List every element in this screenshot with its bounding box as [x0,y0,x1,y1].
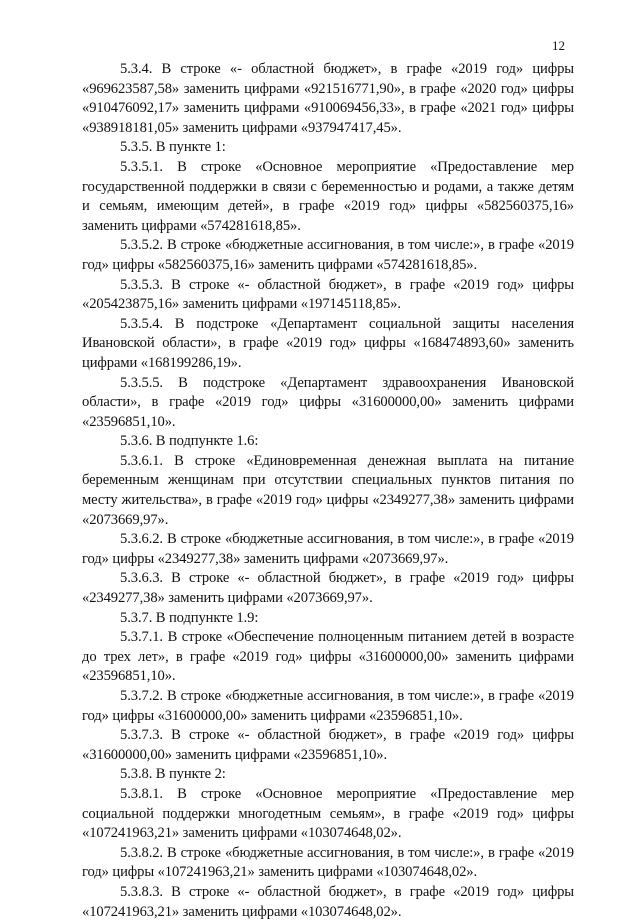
paragraph-5-3-8-2: 5.3.8.2. В строке «бюджетные ассигнования, в том числе:», в графе «2019 год» цифры «107241963,21» заменить цифрами «103074648,02». [82,844,574,881]
paragraph-5-3-7-1: 5.3.7.1. В строке «Обеспечение полноценным питанием детей в возрасте до трех лет», в графе «2019 год» цифры «31600000,00» заменить цифрами «23596851,10». [82,629,574,685]
paragraph-5-3-6-1: 5.3.6.1. В строке «Единовременная денежная выплата на питание беременным женщинам при отсутствии специальных пунктов питания по месту жительства», в графе «2019 год» цифры «2349277,38» заменить цифрами «2073669,97». [82,452,574,528]
paragraph-5-3-6-2: 5.3.6.2. В строке «бюджетные ассигнования, в том числе:», в графе «2019 год» цифры «2349277,38» заменить цифрами «2073669,97». [82,531,574,567]
paragraph-5-3-5-2: 5.3.5.2. В строке «бюджетные ассигнования, в том числе:», в графе «2019 год» цифры «582560375,16» заменить цифрами «574281618,85». [82,237,574,273]
paragraph-5-3-7-3: 5.3.7.3. В строке «- областной бюджет», в графе «2019 год» цифры «31600000,00» заменить цифрами «23596851,10». [82,727,574,763]
paragraph-5-3-7-2: 5.3.7.2. В строке «бюджетные ассигнования, в том числе:», в графе «2019 год» цифры «31600000,00» заменить цифрами «23596851,10». [82,688,574,724]
paragraph-5-3-5-1: 5.3.5.1. В строке «Основное мероприятие «Предоставление мер государственной поддержки в связи с беременностью и родами, а также детям и семьям, имеющим детей», в графе «2019 год» цифры «582560375,16» заменить цифрами «574281618,85». [82,158,574,234]
paragraph-5-3-8-1: 5.3.8.1. В строке «Основное мероприятие «Предоставление мер социальной поддержки многодетным семьям», в графе «2019 год» цифры «107241963,21» заменить цифрами «103074648,02». [82,785,574,842]
paragraph-5-3-6-3: 5.3.6.3. В строке «- областной бюджет», в графе «2019 год» цифры «2349277,38» заменить цифрами «2073669,97». [82,570,574,607]
paragraph-5-3-5-3: 5.3.5.3. В строке «- областной бюджет», в графе «2019 год» цифры «205423875,16» заменить цифрами «197145118,85». [82,276,574,313]
paragraph-5-3-8: 5.3.8. В пункте 2: [120,766,226,783]
paragraph-5-3-7: 5.3.7. В подпункте 1.9: [120,609,259,626]
paragraph-5-3-4: 5.3.4. В строке «- областной бюджет», в графе «2019 год» цифры «969623587,58» заменить цифрами «921516771,90», в графе «2020 год» цифры «910476092,17» заменить цифрами «910069456,33», в графе «2021 год» цифры «938918181,05» заменить цифрами «937947417,45». [82,61,574,136]
paragraph-5-3-5-5: 5.3.5.5. В подстроке «Департамент здравоохранения Ивановской области», в графе «2019 год» цифры «31600000,00» заменить цифрами «23596851,10». [82,374,574,430]
paragraph-5-3-6: 5.3.6. В подпункте 1.6: [120,433,259,450]
paragraph-5-3-8-3: 5.3.8.3. В строке «- областной бюджет», в графе «2019 год» цифры «107241963,21» заменить цифрами «103074648,02». [82,883,574,920]
page-number: 12 [552,38,565,53]
paragraph-5-3-5-4: 5.3.5.4. В подстроке «Департамент социальной защиты населения Ивановской области», в графе «2019 год» цифры «168474893,60» заменить цифрами «168199286,19». [82,315,574,371]
paragraph-5-3-5: 5.3.5. В пункте 1: [120,139,226,156]
document-body [82,60,574,922]
